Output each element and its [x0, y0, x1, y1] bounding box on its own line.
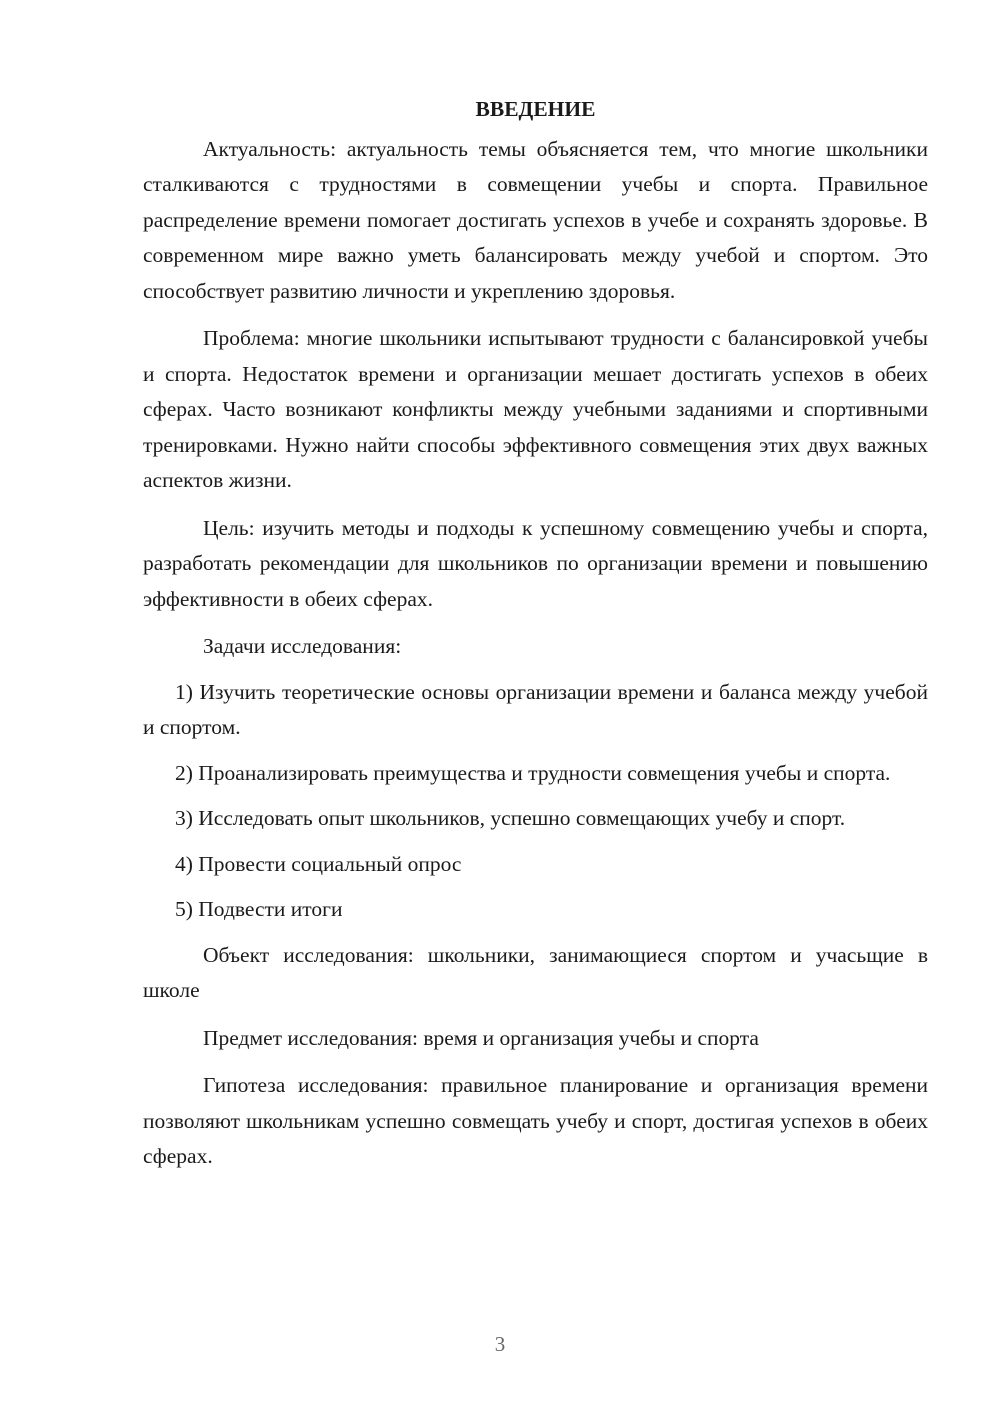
list-item: 4) Провести социальный опрос: [175, 851, 462, 876]
list-item: 3) Исследовать опыт школьников, успешно совмещающих учебу и спорт.: [175, 806, 846, 830]
problem-paragraph: Проблема: многие школьники испытывают трудности с балансировкой учебы и спорта. Недостаток времени и организации мешает достигать успехов в обеих сферах. Часто возникают конфликты между учебными заданиями и спортивными тренировками. Нужно найти способы эффективного совмещения этих двух важных аспектов жизни.: [143, 326, 928, 492]
list-item: 5) Подвести итоги: [175, 897, 343, 921]
list-item: 2) Проанализировать преимущества и трудности совмещения учебы и спорта.: [175, 760, 891, 785]
tasks-list: [143, 675, 928, 928]
page-number: 3: [494, 1332, 506, 1356]
tasks-title: Задачи исследования:: [203, 634, 402, 658]
hypothesis-paragraph: Гипотеза исследования: правильное планирование и организация времени позволяют школьникам успешно совмещать учебу и спорт, достигая успехов в обеих сферах.: [143, 1073, 928, 1168]
list-item: 1) Изучить теоретические основы организации времени и баланса между учебой и спортом.: [143, 679, 928, 739]
goal-paragraph: Цель: изучить методы и подходы к успешному совмещению учебы и спорта, разработать рекомендации для школьников по организации времени и повышению эффективности в обеих сферах.: [143, 515, 928, 611]
object-paragraph: Объект исследования: школьники, занимающиеся спортом и учасьщие в школе: [143, 942, 928, 1002]
page-title: ВВЕДЕНИЕ: [475, 97, 596, 121]
document-body: [143, 92, 928, 1187]
subject-paragraph: Предмет исследования: время и организация учебы и спорта: [203, 1025, 759, 1050]
relevance-paragraph: Актуальность: актуальность темы объясняется тем, что многие школьники сталкиваются с трудностями в совмещении учебы и спорта. Правильное распределение времени помогает достигать успехов в учебе и сохранять здоровье. В современном мире важно уметь балансировать между учебой и спортом. Это способствует развитию личности и укреплению здоровья.: [143, 136, 928, 303]
